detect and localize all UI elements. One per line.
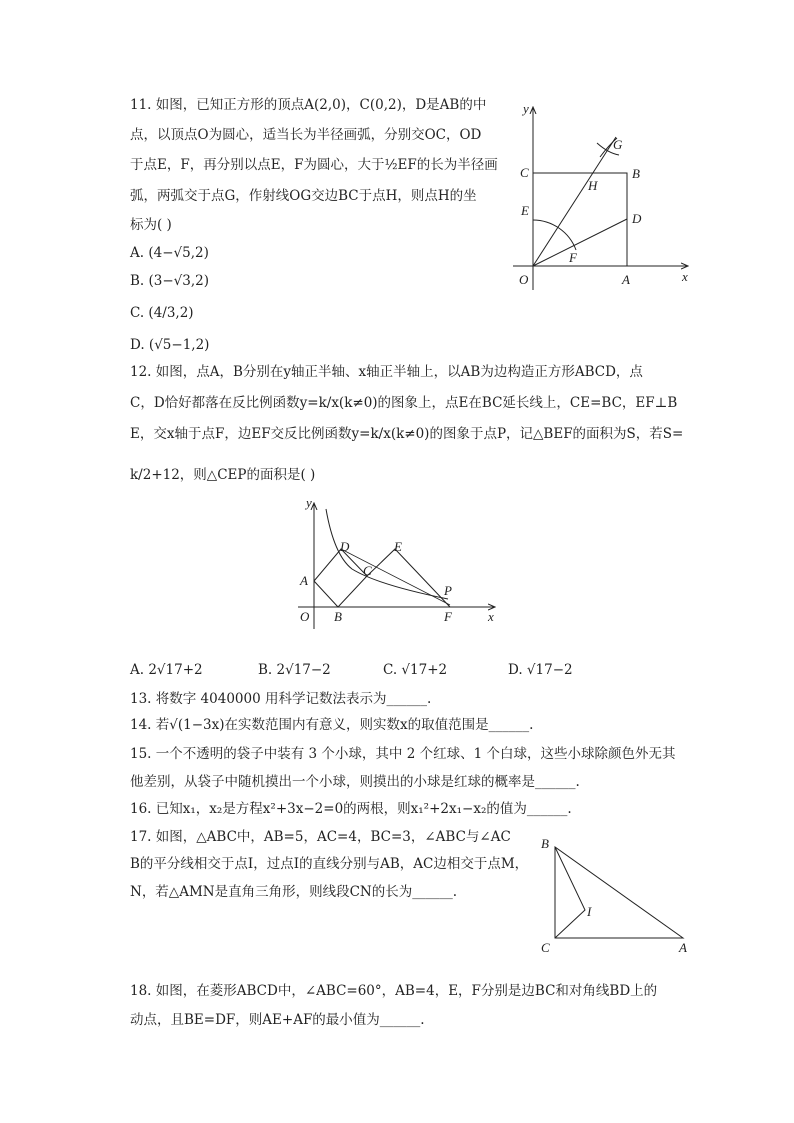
q17-label-i: I bbox=[587, 904, 592, 919]
q11-label-g: G bbox=[613, 137, 623, 152]
q11-line-5: 标为( ) bbox=[130, 217, 172, 233]
q11-option-a: A. (4−√5,2) bbox=[130, 245, 209, 261]
q12-label-c: C bbox=[363, 563, 372, 578]
q12-line-4: k/2+12，则△CEP的面积是( ) bbox=[130, 467, 316, 483]
q12-label-y: y bbox=[306, 497, 312, 510]
q11-label-b: B bbox=[632, 166, 640, 181]
q11-line-2: 点，以顶点O为圆心，适当长为半径画弧，分别交OC，OD bbox=[130, 127, 482, 143]
q12-label-d: D bbox=[340, 539, 350, 554]
q17-figure bbox=[535, 832, 700, 957]
q11-label-y: y bbox=[523, 101, 529, 116]
q17-label-b: B bbox=[541, 836, 549, 851]
q17-bisectors bbox=[555, 847, 585, 938]
q17-line-3: N，若△AMN是直角三角形，则线段CN的长为______. bbox=[130, 884, 458, 900]
q11-label-d: D bbox=[632, 211, 642, 226]
q17-line-1: 17. 如图，△ABC中，AB=5，AC=4，BC=3，∠ABC与∠AC bbox=[130, 829, 511, 845]
q11-label-h: H bbox=[588, 178, 598, 193]
q14-text: 14. 若√(1−3x)在实数范围内有意义，则实数x的取值范围是______. bbox=[130, 717, 534, 733]
q12-label-e: E bbox=[394, 539, 402, 554]
q17-label-a: A bbox=[679, 940, 687, 955]
q15-line-1: 15. 一个不透明的袋子中装有 3 个小球，其中 2 个红球、1 个白球，这些小球除颜色外无其 bbox=[130, 746, 676, 762]
q12-label-b: B bbox=[334, 609, 342, 624]
q11-segment-od bbox=[533, 219, 627, 266]
q12-figure bbox=[290, 497, 510, 632]
q12-option-d: D. √17−2 bbox=[508, 662, 573, 678]
q15-line-2: 他差别，从袋子中随机摸出一个小球，则摸出的小球是红球的概率是______. bbox=[130, 774, 580, 790]
q11-option-d: D. (√5−1,2) bbox=[130, 337, 210, 353]
q11-square bbox=[533, 173, 627, 266]
q18-line-2: 动点，且BE=DF，则AE+AF的最小值为______. bbox=[130, 1012, 425, 1028]
q12-option-a: A. 2√17+2 bbox=[130, 662, 203, 678]
q18-line-1: 18. 如图，在菱形ABCD中，∠ABC=60°，AB=4，E，F分别是边BC和对角线BD上的 bbox=[130, 983, 658, 999]
q11-arc-ef bbox=[533, 220, 576, 250]
q12-label-a: A bbox=[300, 573, 308, 588]
q11-label-o: O bbox=[519, 272, 529, 287]
q12-label-p: P bbox=[444, 583, 452, 598]
q11-line-1: 11. 如图，已知正方形的顶点A(2,0)，C(0,2)，D是AB的中 bbox=[130, 97, 487, 113]
q12-option-c: C. √17+2 bbox=[383, 662, 448, 678]
q12-line-2: C，D恰好都落在反比例函数y=k/x(k≠0)的图象上，点E在BC延长线上，CE=BC，EF⊥B bbox=[130, 395, 678, 411]
q12-curve-lower bbox=[341, 549, 450, 605]
q12-line-1: 12. 如图，点A，B分别在y轴正半轴、x轴正半轴上，以AB为边构造正方形ABCD，点 bbox=[130, 364, 643, 380]
q17-triangle-abc bbox=[555, 847, 683, 938]
q11-option-c: C. (4/3,2) bbox=[130, 305, 194, 321]
q16-text: 16. 已知x₁，x₂是方程x²+3x−2=0的两根，则x₁²+2x₁−x₂的值为______. bbox=[130, 801, 572, 817]
q12-line-3: E，交x轴于点F，边EF交反比例函数y=k/x(k≠0)的图象于点P，记△BEF的面积为S，若S= bbox=[130, 426, 684, 442]
q12-label-o: O bbox=[300, 609, 310, 624]
q12-square-abcd bbox=[314, 549, 367, 607]
q11-line-3: 于点E，F，再分别以点E，F为圆心，大于½EF的长为半径画 bbox=[130, 157, 498, 173]
q12-label-x: x bbox=[488, 609, 494, 624]
q12-option-b: B. 2√17−2 bbox=[258, 662, 331, 678]
q11-label-x: x bbox=[682, 269, 688, 284]
q11-label-f: F bbox=[569, 250, 577, 265]
q17-line-2: B的平分线相交于点I，过点I的直线分别与AB，AC边相交于点M， bbox=[130, 856, 529, 872]
q13-text: 13. 将数字 4040000 用科学记数法表示为______. bbox=[130, 691, 432, 707]
q11-label-a: A bbox=[622, 272, 630, 287]
q12-label-f: F bbox=[444, 609, 452, 624]
q17-label-c: C bbox=[541, 940, 550, 955]
q11-figure bbox=[505, 95, 705, 295]
q11-label-e: E bbox=[521, 203, 529, 218]
q11-line-4: 弧，两弧交于点G，作射线OG交边BC于点H，则点H的坐 bbox=[130, 188, 477, 204]
q11-option-b: B. (3−√3,2) bbox=[130, 273, 210, 289]
q11-label-c: C bbox=[520, 165, 529, 180]
